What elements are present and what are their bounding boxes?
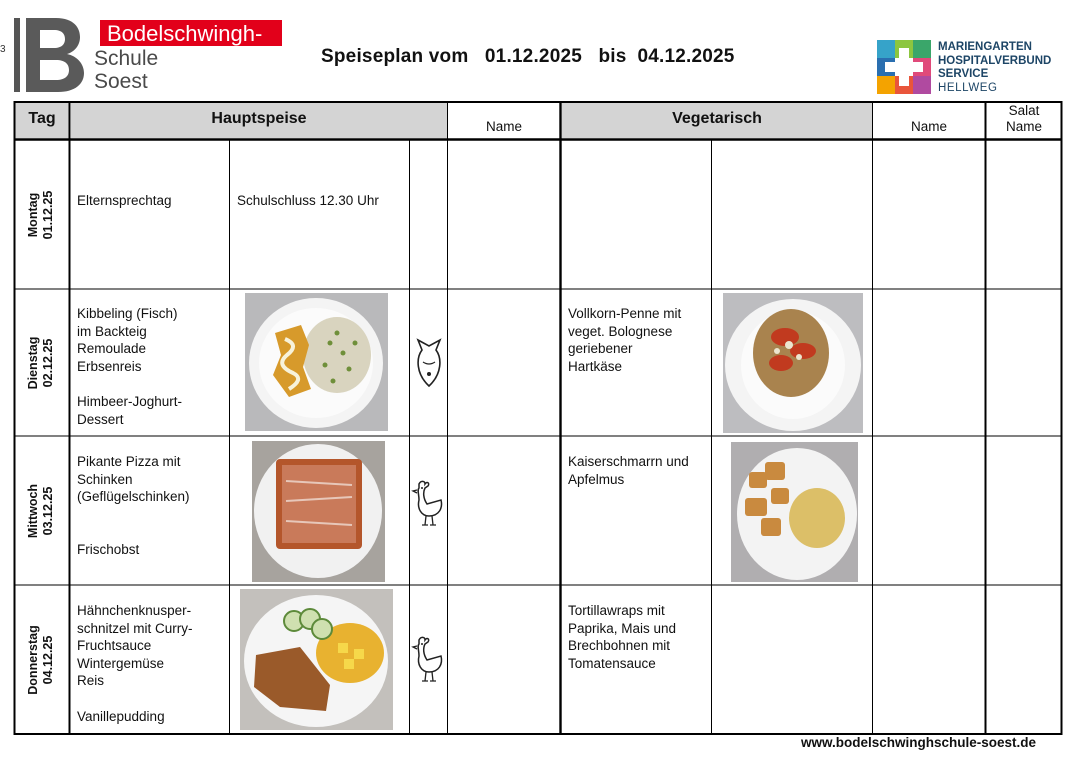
day-label-dienstag — [28, 289, 54, 436]
fish-rice-plate-photo — [245, 293, 388, 431]
column-salat — [986, 103, 1062, 135]
menu-line: Kaiserschmarrn und — [568, 454, 689, 469]
menu-line: Vollkorn-Penne mit — [568, 306, 682, 321]
day-date: 04.12.25 — [41, 635, 55, 684]
menu-line: Fruchtsauce — [77, 638, 152, 654]
menu-line: schnitzel mit Curry- — [77, 620, 193, 636]
date-from: 01.12.2025 — [484, 46, 582, 67]
b-letter-logo-icon — [14, 18, 86, 92]
menu-spacer — [77, 506, 227, 541]
menu-line: Vanillepudding — [77, 708, 165, 724]
column-tag: Tag — [28, 110, 56, 127]
column-salat-line2: Name — [1005, 119, 1042, 134]
chicken-icon — [411, 634, 447, 684]
column-salat-line1: Salat — [1008, 103, 1040, 118]
day-date: 03.12.25 — [41, 486, 55, 535]
menu-line: Elternsprechtag — [77, 193, 172, 208]
date-to: 04.12.2025 — [637, 46, 735, 67]
column-name-veg: Name — [910, 119, 947, 134]
menu-spacer — [77, 375, 227, 393]
menu-line: Schinken — [77, 471, 133, 487]
mittwoch-main-text — [77, 453, 227, 559]
menu-line: Tomatensauce — [568, 655, 656, 671]
website-footer: www.bodelschwinghschule-soest.de — [801, 735, 1037, 750]
chicken-icon — [411, 478, 447, 528]
day-date: 01.12.25 — [41, 190, 55, 239]
menu-line: im Backteig — [77, 323, 147, 339]
penne-bolognese-photo — [723, 293, 863, 433]
day-label-montag — [28, 140, 54, 289]
menu-line: Hartkäse — [568, 358, 623, 374]
mittwoch-veg-text — [568, 453, 710, 488]
menu-line: Brechbohnen mit — [568, 638, 671, 654]
menu-line: Dessert — [77, 411, 124, 427]
fish-icon — [412, 334, 446, 392]
school-name-banner — [100, 20, 282, 46]
menu-line: Frischobst — [77, 541, 140, 557]
donnerstag-main-text — [77, 602, 227, 725]
column-vegetarisch: Vegetarisch — [672, 110, 762, 127]
menu-line: geriebener — [568, 341, 633, 357]
partner-logo — [877, 38, 1067, 96]
title-prefix: Speiseplan vom — [321, 46, 469, 67]
school-name-line3: Soest — [94, 70, 148, 93]
partner-line2: HOSPITALVERBUND — [938, 54, 1052, 67]
day-label-donnerstag — [28, 585, 54, 734]
page-title — [321, 46, 735, 68]
school-logo — [14, 18, 272, 94]
montag-main-text — [77, 192, 227, 210]
day-label-mittwoch — [28, 436, 54, 585]
dienstag-main-text — [77, 305, 227, 428]
partner-mosaic-icon — [877, 40, 931, 94]
menu-line: Apfelmus — [568, 471, 625, 487]
menu-line: Paprika, Mais und — [568, 620, 677, 636]
partner-line1: MARIENGARTEN — [938, 41, 1032, 53]
menu-line: Hähnchenknusper- — [77, 603, 192, 618]
day-date: 02.12.25 — [41, 338, 55, 387]
side-mark: 3 — [0, 44, 6, 55]
menu-line: (Geflügelschinken) — [77, 489, 190, 505]
day-name: Mittwoch — [26, 483, 40, 538]
menu-spacer — [77, 690, 227, 708]
menu-line: Wintergemüse — [77, 655, 165, 671]
column-hauptspeise: Hauptspeise — [211, 110, 307, 127]
partner-line3: SERVICE — [938, 68, 989, 80]
school-name-line2: Schule — [94, 47, 159, 70]
menu-line: veget. Bolognese — [568, 323, 673, 339]
partner-line4: HELLWEG — [938, 81, 998, 94]
day-name: Montag — [26, 192, 40, 237]
menu-line: Pikante Pizza mit — [77, 454, 181, 469]
menu-line: Tortillawraps mit — [568, 603, 665, 618]
column-name-main: Name — [485, 119, 522, 134]
day-name: Dienstag — [26, 336, 40, 389]
partner-name — [938, 41, 1051, 95]
menu-line: Himbeer-Joghurt- — [77, 393, 183, 409]
school-name-line1: Bodelschwingh- — [107, 21, 263, 46]
schnitzel-plate-photo — [240, 589, 393, 730]
dienstag-veg-text — [568, 305, 710, 375]
menu-line: Remoulade — [77, 341, 147, 357]
menu-line: Erbsenreis — [77, 358, 142, 374]
menu-line: Kibbeling (Fisch) — [77, 306, 178, 321]
title-mid: bis — [598, 46, 627, 67]
montag-note: Schulschluss 12.30 Uhr — [237, 193, 379, 208]
pizza-photo — [252, 441, 385, 582]
day-name: Donnerstag — [26, 624, 40, 695]
kaiserschmarrn-photo — [731, 442, 858, 582]
donnerstag-veg-text — [568, 602, 710, 672]
menu-line: Reis — [77, 673, 105, 689]
